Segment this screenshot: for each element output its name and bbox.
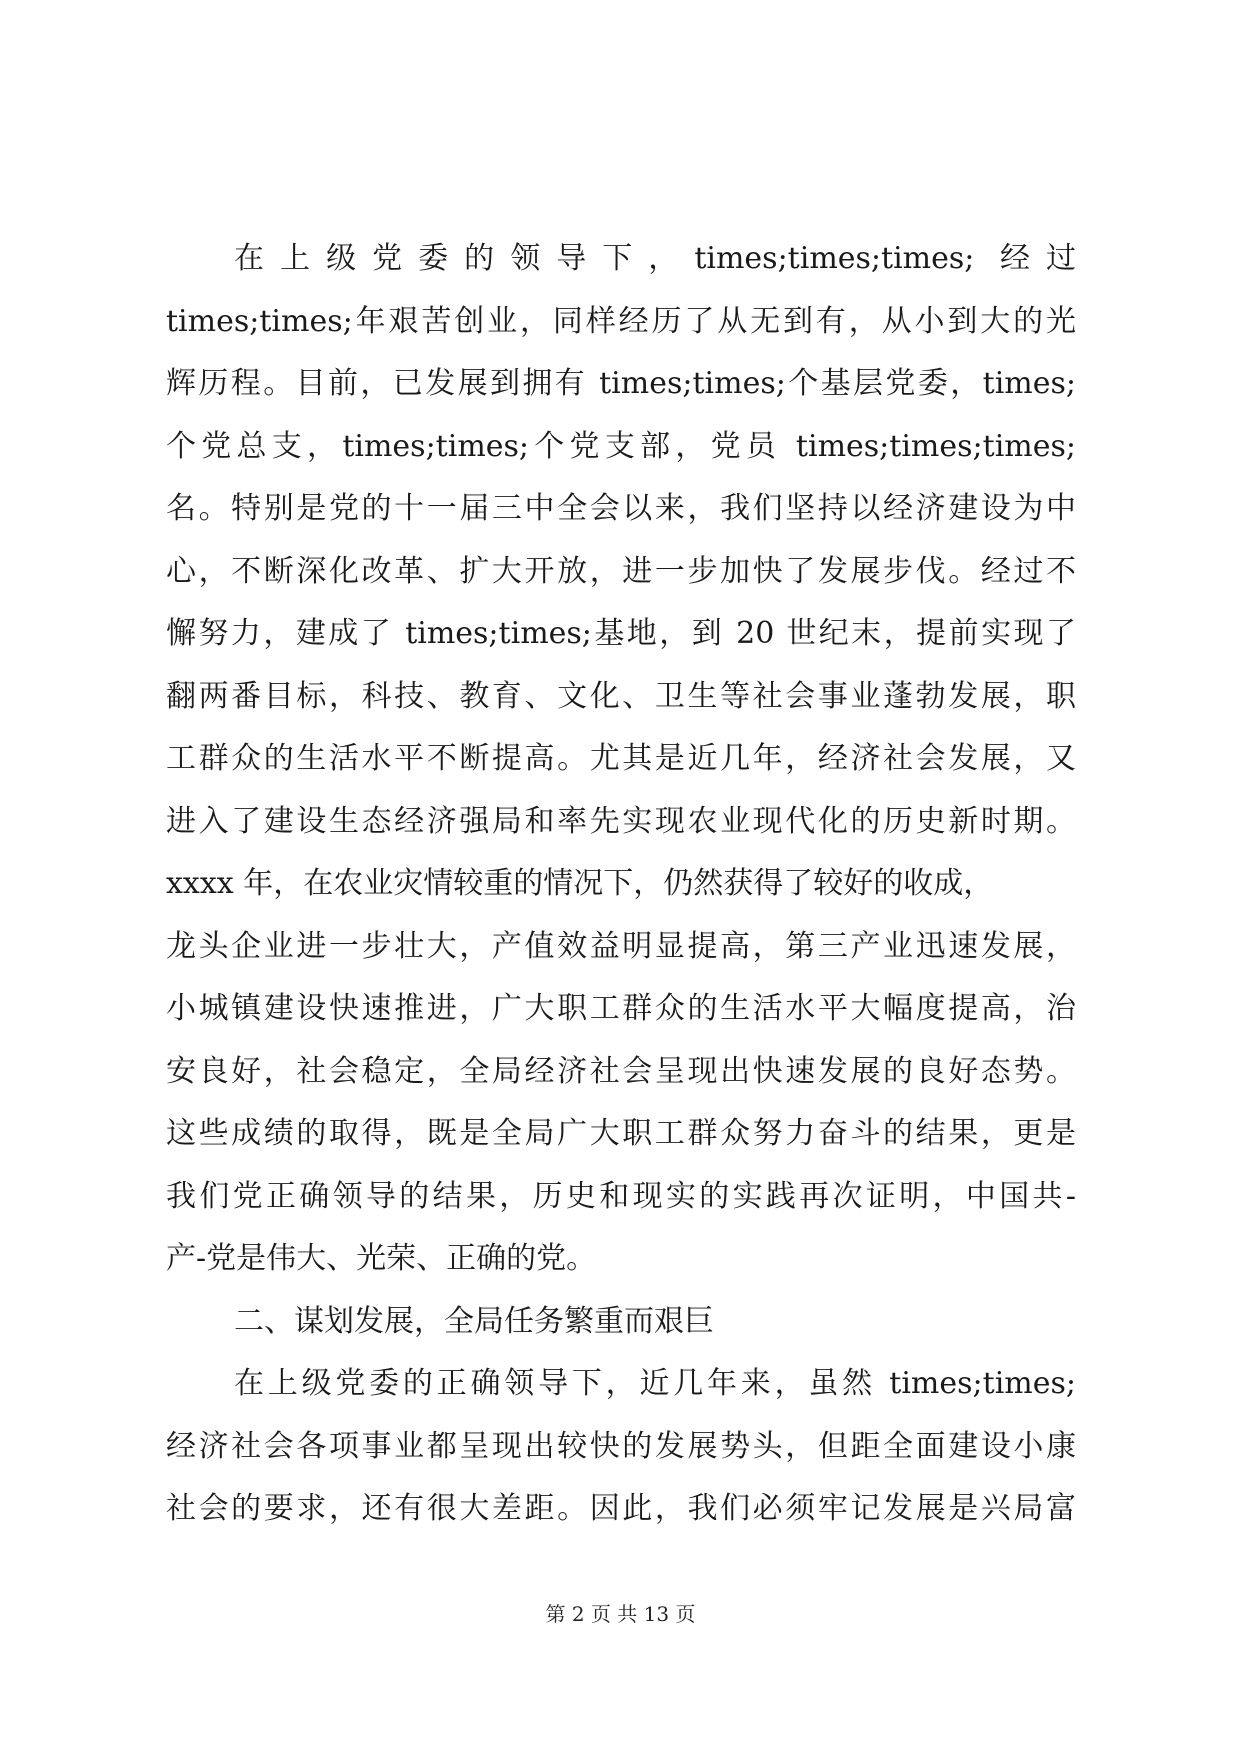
paragraph-line: 这些成绩的取得，既是全局广大职工群众努力奋斗的结果，更是 (166, 1116, 1076, 1151)
page-number-footer: 第 2 页 共 13 页 (545, 1602, 696, 1626)
paragraph-line: 懈努力，建成了 times;times;基地，到 20 世纪末，提前实现了 (166, 616, 1076, 651)
paragraph-line: 小城镇建设快速推进，广大职工群众的生活水平大幅度提高，治 (166, 991, 1076, 1026)
paragraph-line: 安良好，社会稳定，全局经济社会呈现出快速发展的良好态势。 (166, 1053, 1076, 1089)
paragraph-line: 经济社会各项事业都呈现出较快的发展势头，但距全面建设小康 (166, 1428, 1076, 1464)
paragraph-line: times;times;年艰苦创业，同样经历了从无到有，从小到大的光 (166, 303, 1076, 339)
paragraph-line: 在上级党委的正确领导下，近几年来，虽然 times;times; (234, 1366, 1076, 1401)
paragraph-line: 工群众的生活水平不断提高。尤其是近几年，经济社会发展，又 (166, 741, 1076, 776)
section-heading: 二、谋划发展，全局任务繁重而艰巨 (234, 1303, 714, 1339)
paragraph-line: 社会的要求，还有很大差距。因此，我们必须牢记发展是兴局富 (166, 1491, 1076, 1526)
paragraph-line: 辉历程。目前，已发展到拥有 times;times;个基层党委，times; (166, 366, 1076, 401)
paragraph-line: xxxx 年，在农业灾情较重的情况下，仍然获得了较好的收成， (166, 866, 994, 901)
paragraph-line: 心，不断深化改革、扩大开放，进一步加快了发展步伐。经过不 (166, 553, 1076, 589)
document-body (166, 228, 1076, 1541)
paragraph-line: 龙头企业进一步壮大，产值效益明显提高，第三产业迅速发展， (166, 928, 1076, 964)
paragraph-line: 我们党正确领导的结果，历史和现实的实践再次证明，中国共- (166, 1178, 1076, 1214)
paragraph-line: 名。特别是党的十一届三中全会以来，我们坚持以经济建设为中 (166, 491, 1076, 526)
paragraph-line: 产-党是伟大、光荣、正确的党。 (166, 1241, 597, 1276)
paragraph-line: 翻两番目标，科技、教育、文化、卫生等社会事业蓬勃发展，职 (166, 678, 1076, 714)
paragraph-line: 在上级党委的领导下，times;times;times; 经过 (234, 241, 1076, 276)
paragraph-line: 个党总支，times;times;个党支部，党员 times;times;times; (166, 428, 1076, 464)
paragraph-line: 进入了建设生态经济强局和率先实现农业现代化的历史新时期。 (166, 803, 1076, 839)
